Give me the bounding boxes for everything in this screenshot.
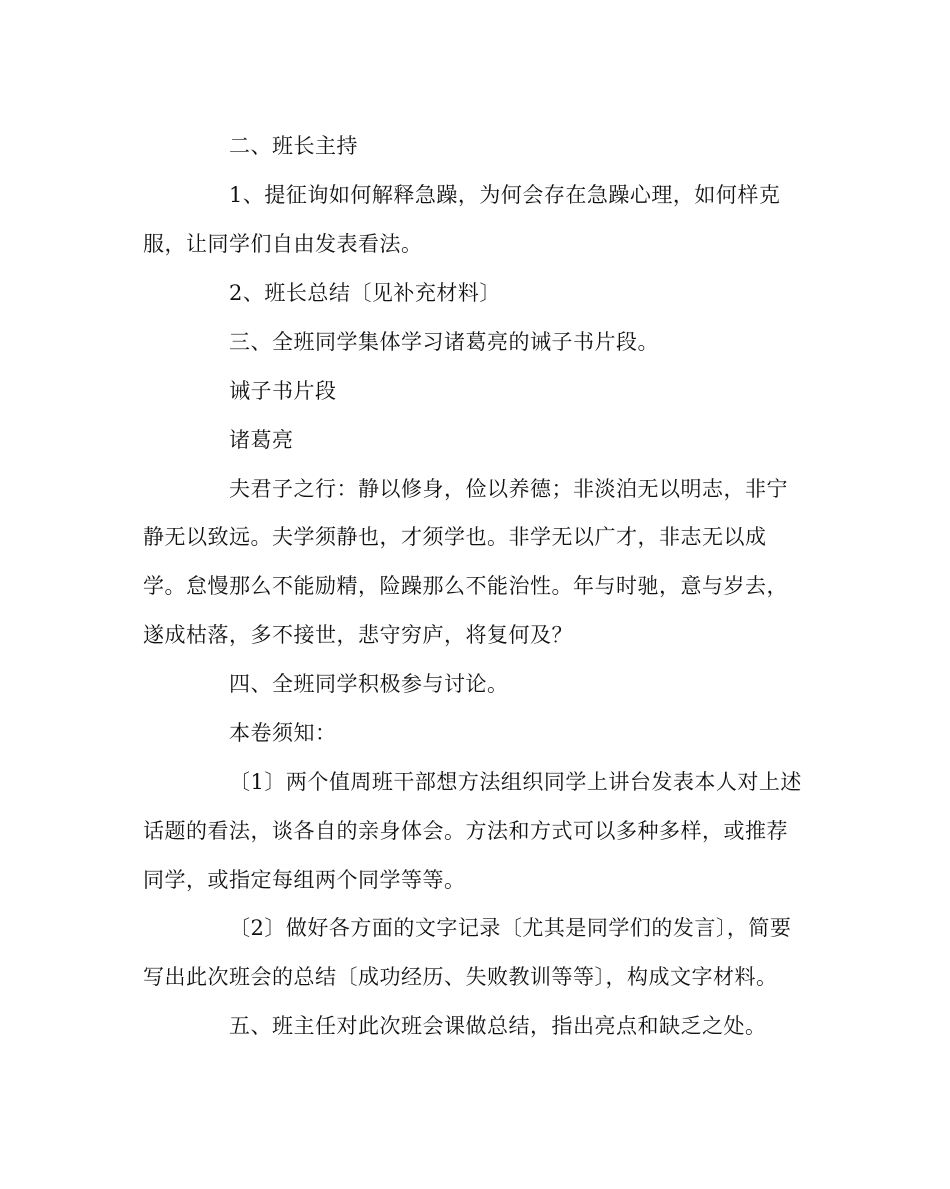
section-heading-2: 二、班长主持	[229, 134, 358, 158]
poem-line: 学。怠慢那么不能励精，险躁那么不能治性。年与时驰，意与岁去，	[143, 574, 788, 598]
notes-heading: 本卷须知：	[229, 721, 337, 745]
note-item-2-cont: 写出此次班会的总结〔成功经历、失败教训等等〕，构成文字材料。	[143, 965, 778, 989]
poem-author: 诸葛亮	[229, 428, 294, 452]
poem-line: 静无以致远。夫学须静也，才须学也。非学无以广才，非志无以成	[143, 525, 767, 549]
paragraph-line: 2、班长总结〔见补充材料〕	[229, 281, 501, 305]
poem-title: 诫子书片段	[229, 379, 337, 403]
paragraph-line: 服，让同学们自由发表看法。	[143, 232, 423, 256]
note-item-1-cont: 同学，或指定每组两个同学等等。	[143, 868, 466, 892]
note-item-2: 〔2〕做好各方面的文字记录〔尤其是同学们的发言〕，简要	[229, 916, 792, 940]
section-heading-3: 三、全班同学集体学习诸葛亮的诫子书片段。	[229, 330, 659, 354]
note-item-1-cont: 话题的看法，谈各自的亲身体会。方法和方式可以多种多样，或推荐	[143, 819, 788, 843]
section-heading-4: 四、全班同学积极参与讨论。	[229, 672, 509, 696]
poem-line: 遂成枯落，多不接世，悲守穷庐，将复何及？	[143, 623, 573, 647]
paragraph-line: 1、提征询如何解释急躁，为何会存在急躁心理，如何样克	[229, 183, 781, 207]
poem-line: 夫君子之行：静以修身，俭以养德；非淡泊无以明志，非宁	[229, 477, 788, 501]
section-heading-5: 五、班主任对此次班会课做总结，指出亮点和缺乏之处。	[229, 1014, 767, 1038]
note-item-1: 〔1〕两个值周班干部想方法组织同学上讲台发表本人对上述	[229, 770, 802, 794]
